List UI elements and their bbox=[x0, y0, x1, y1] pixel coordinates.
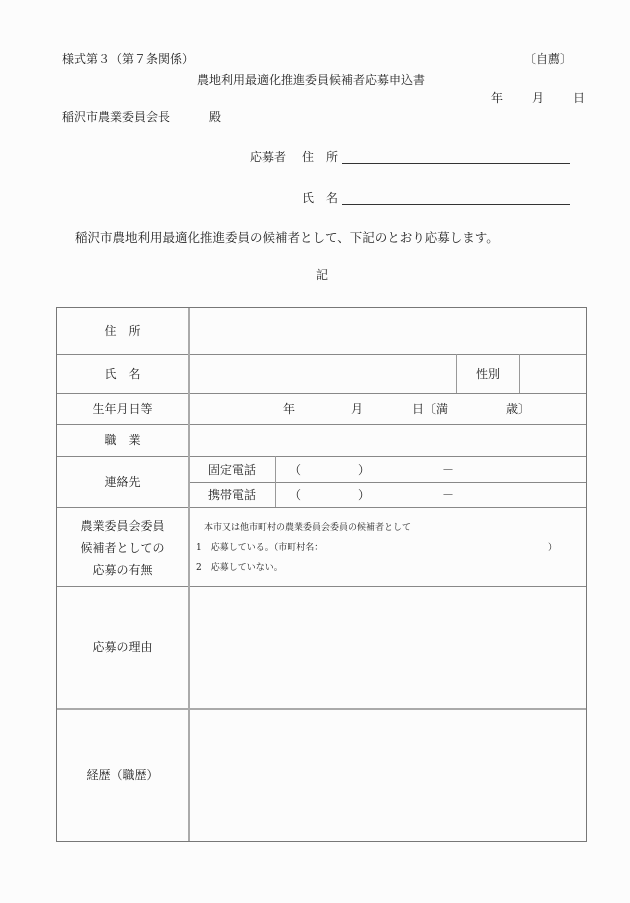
reason-label: 応募の理由 bbox=[92, 640, 153, 654]
name-field[interactable] bbox=[189, 355, 455, 392]
mobile-label: 携帯電話 bbox=[207, 488, 256, 502]
addressee: 稲沢市農業委員会長 bbox=[62, 110, 171, 124]
occupation-label: 職 業 bbox=[104, 433, 141, 447]
birth-year-unit: 年 bbox=[283, 402, 296, 416]
candidacy-option-1[interactable]: 1 応募している。（市町村名： bbox=[196, 543, 324, 553]
mobile-paren-open: （ bbox=[289, 488, 302, 502]
reason-field[interactable] bbox=[190, 587, 585, 707]
mobile-dash: － bbox=[442, 488, 455, 502]
candidacy-option-2[interactable]: 2 応募していない。 bbox=[196, 563, 283, 573]
column-divider bbox=[275, 456, 276, 507]
date-year: 年 bbox=[491, 91, 504, 105]
statement: 稲沢市農地利用最適化推進委員の候補者として、下記のとおり応募します。 bbox=[75, 230, 499, 245]
contact-label: 連絡先 bbox=[104, 475, 141, 489]
mobile-paren-close: ） bbox=[358, 488, 371, 502]
landline-paren-open: （ bbox=[289, 463, 302, 477]
form-number: 様式第３（第７条関係） bbox=[62, 52, 195, 66]
candidacy-label-line2: 候補者としての bbox=[80, 541, 165, 555]
application-table bbox=[56, 307, 587, 842]
applicant-address-label: 住 所 bbox=[302, 150, 339, 164]
row-divider bbox=[57, 456, 586, 457]
name-label: 氏 名 bbox=[104, 367, 141, 381]
candidacy-option-1-close: ） bbox=[548, 543, 558, 553]
occupation-field[interactable] bbox=[189, 425, 585, 455]
date-month: 月 bbox=[532, 91, 545, 105]
landline-dash: － bbox=[442, 463, 455, 477]
candidacy-label-line3: 応募の有無 bbox=[92, 563, 153, 577]
landline-label: 固定電話 bbox=[207, 463, 256, 477]
document-title: 農地利用最適化推進委員候補者応募申込書 bbox=[197, 73, 426, 87]
ki-label: 記 bbox=[316, 268, 329, 282]
row-divider bbox=[57, 507, 586, 508]
address-field[interactable] bbox=[189, 309, 585, 353]
gender-field[interactable] bbox=[520, 355, 585, 392]
candidacy-intro: 本市又は他市町村の農業委員会委員の候補者として bbox=[204, 523, 412, 533]
candidacy-label-line1: 農業委員会委員 bbox=[80, 519, 165, 533]
birth-day-age-open: 日〔満 bbox=[412, 402, 449, 416]
applicant-label: 応募者 bbox=[250, 150, 287, 164]
row-divider bbox=[57, 393, 586, 394]
birth-month-unit: 月 bbox=[351, 402, 364, 416]
gender-label: 性別 bbox=[475, 367, 500, 381]
recommendation-tag: 〔自薦〕 bbox=[524, 52, 573, 66]
address-label: 住 所 bbox=[104, 324, 141, 338]
career-label: 経歴（職歴） bbox=[86, 768, 159, 782]
honorific: 殿 bbox=[209, 110, 222, 124]
applicant-name-label: 氏 名 bbox=[302, 191, 339, 205]
date-day: 日 bbox=[573, 91, 586, 105]
age-close: 歳〕 bbox=[506, 402, 531, 416]
birthdate-label: 生年月日等 bbox=[92, 402, 153, 416]
row-divider bbox=[189, 482, 586, 483]
landline-paren-close: ） bbox=[358, 463, 371, 477]
career-field[interactable] bbox=[190, 710, 585, 840]
applicant-name-field[interactable] bbox=[342, 204, 570, 205]
applicant-address-field[interactable] bbox=[342, 163, 570, 164]
